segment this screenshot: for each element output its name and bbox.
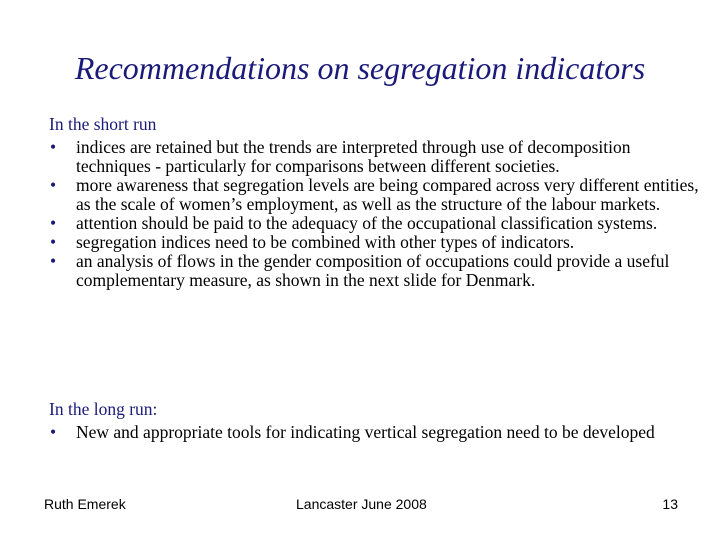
short-run-bullet-1 bbox=[0, 138, 720, 176]
bullet-text: more awareness that segregation levels are being compared across very different entities, as the scale of women’s employment, as well as the structure of the labour markets. bbox=[76, 175, 699, 214]
bullet-marker: • bbox=[50, 175, 57, 195]
bullet-marker: • bbox=[50, 213, 57, 233]
short-run-bullet-2 bbox=[0, 176, 720, 214]
footer-event: Lancaster June 2008 bbox=[296, 496, 427, 512]
footer-author: Ruth Emerek bbox=[44, 496, 126, 512]
bullet-marker: • bbox=[50, 232, 57, 252]
long-run-bullet-list bbox=[0, 423, 720, 442]
slide-title: Recommendations on segregation indicators bbox=[74, 50, 646, 86]
long-run-heading: In the long run: bbox=[49, 399, 158, 419]
short-run-bullet-4 bbox=[0, 233, 720, 252]
bullet-text: attention should be paid to the adequacy of the occupational classification systems. bbox=[76, 213, 658, 233]
bullet-text: an analysis of flows in the gender composition of occupations could provide a useful complementary measure, as shown in the next slide for Denmark. bbox=[76, 251, 670, 290]
short-run-bullet-5 bbox=[0, 252, 720, 290]
long-run-bullet-1 bbox=[0, 423, 720, 442]
footer-page-number: 13 bbox=[662, 496, 678, 512]
bullet-marker: • bbox=[50, 137, 57, 157]
bullet-text: New and appropriate tools for indicating vertical segregation need to be developed bbox=[76, 422, 655, 442]
bullet-text: indices are retained but the trends are interpreted through use of decomposition techniques - particularly for comparisons between different societies. bbox=[76, 137, 631, 176]
short-run-bullet-3 bbox=[0, 214, 720, 233]
short-run-bullet-list bbox=[0, 138, 720, 290]
short-run-heading: In the short run bbox=[49, 114, 157, 134]
bullet-text: segregation indices need to be combined with other types of indicators. bbox=[76, 232, 575, 252]
bullet-marker: • bbox=[50, 251, 57, 271]
bullet-marker: • bbox=[50, 422, 57, 442]
